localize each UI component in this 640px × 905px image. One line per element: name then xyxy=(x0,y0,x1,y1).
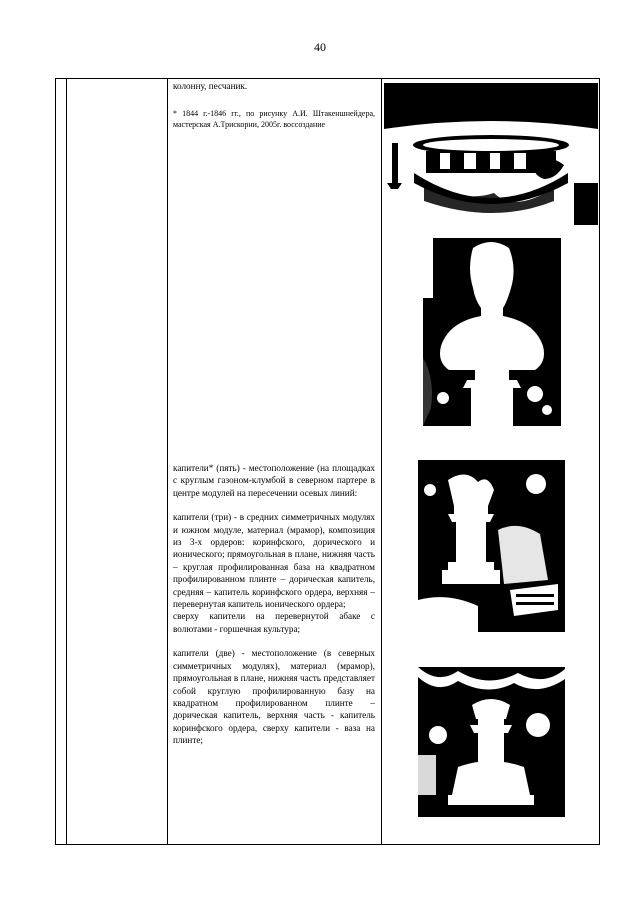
paragraph: колонну, песчаник. xyxy=(173,81,248,91)
paragraph-capitals-intro: капители* (пять) - местоположение (на площадках с круглым газоном-клумбой в северном партере в центре модулей на пересечении осевых линий: xyxy=(173,463,375,498)
table-column-divider xyxy=(167,79,168,844)
capitals-three-text: капители (три) - в средних симметричных модулях и южном модуле, материал (мрамор), композиция из 3-х ордеров: коринфского, дорического и ионического; прямоугольная в плане, нижняя часть – круглая профилированная база на квадратном профилированном плинте – дорическая капитель, средняя – капитель коринфского ордера, верхняя – перевернутая капитель ионического ордера; xyxy=(173,512,375,610)
page-number: 40 xyxy=(314,40,326,54)
text-fragment-top xyxy=(173,80,375,92)
photo-capital-three-orders xyxy=(418,460,565,632)
paragraph: * 1844 г.-1846 гг., по рисунку А.И. Штакеншнейдера, мастерская А.Трискорни, 2005г. воссоздание xyxy=(173,109,375,129)
text-capitals xyxy=(173,462,375,747)
photo-fountain xyxy=(384,83,598,225)
paragraph-capitals-two: капители (две) - местоположение (в северных симметричных модулях), материал (мрамор), прямоугольная в плане, нижняя часть представляет собой круглую профилированную базу на квадратном профилированном плинте – дорическая капитель, верхняя часть - капитель коринфского ордера, сверху капители - ваза на плинте; xyxy=(173,648,375,746)
text-note xyxy=(173,108,375,130)
table-column-divider xyxy=(381,79,382,844)
photo-capital-vase xyxy=(418,645,565,817)
photo-bust xyxy=(423,238,561,426)
capitals-three-top-text: сверху капители на перевернутой абаке с волютами - горшечная культура; xyxy=(173,611,375,634)
paragraph-capitals-three xyxy=(173,511,375,635)
table-column-divider xyxy=(66,79,67,844)
